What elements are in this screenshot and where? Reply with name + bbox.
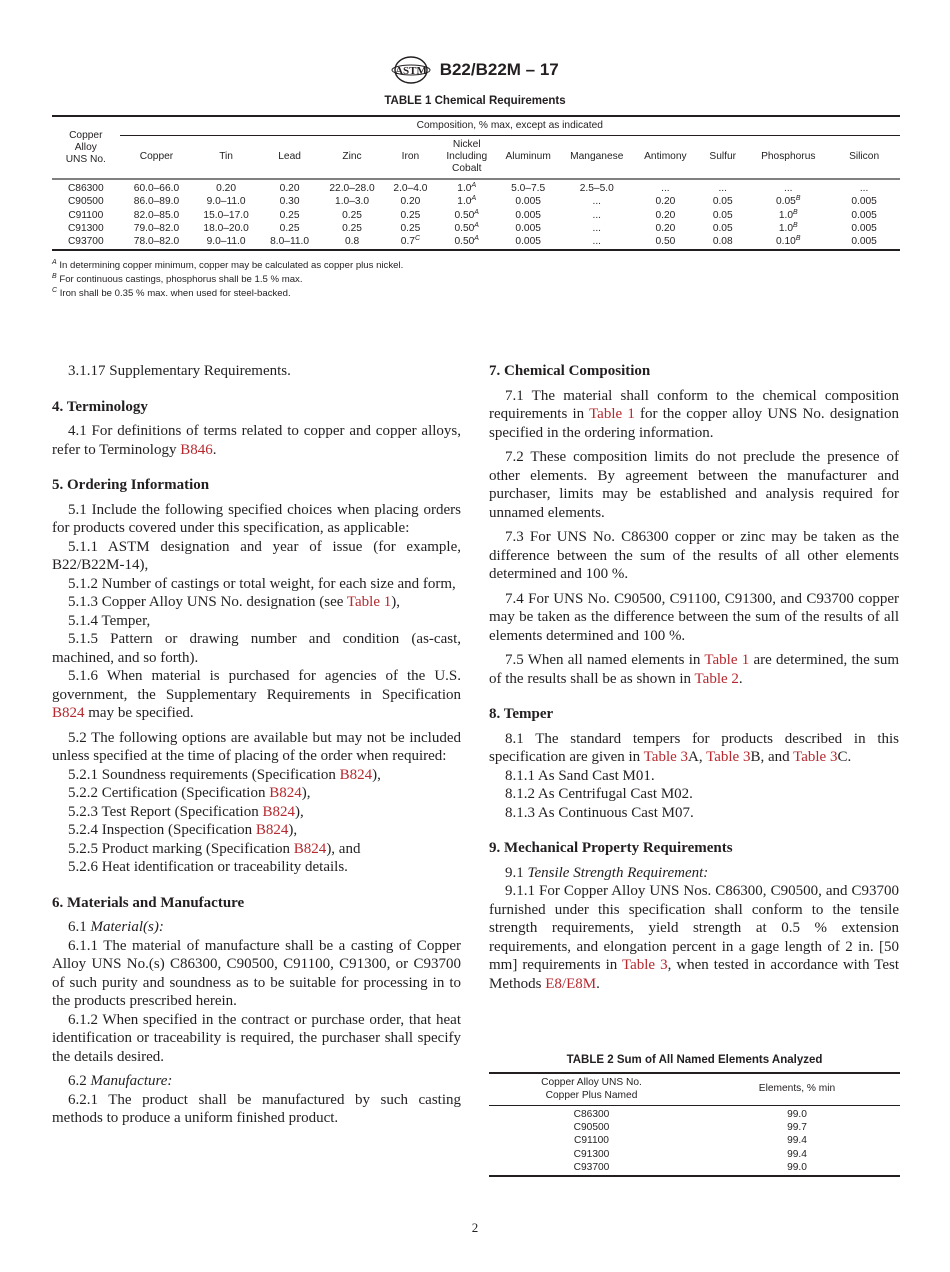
paragraph: 6.2.1 The product shall be manufactured by such casting methods to produce a uniform finished product. — [52, 1091, 461, 1126]
col-header: Elements, % min — [694, 1073, 900, 1106]
table-row — [52, 222, 900, 235]
cell-uns: C90500 — [67, 196, 104, 208]
paragraph: 5.1 Include the following specified choices when placing orders for products covered under this specification, as applicable: — [52, 501, 461, 536]
link-b824[interactable]: B824 — [262, 803, 295, 820]
cell-zinc: 0.25 — [342, 209, 362, 221]
paragraph: 8.1.2 As Centrifugal Cast M02. — [505, 786, 693, 802]
paragraph: 7.5 When all named elements in Table 1 are determined, the sum of the results shall be as shown in Table 2. — [489, 652, 900, 687]
paragraph: 5.1.2 Number of castings or total weight, for each size and form, — [68, 575, 456, 592]
table2-caption: TABLE 2 Sum of All Named Elements Analyzed — [566, 1054, 823, 1066]
col-header: Copper — [120, 136, 194, 180]
cell-aluminum: 0.005 — [515, 196, 541, 208]
paragraph: 6.1 Material(s): — [68, 919, 164, 935]
row-header: Copper Alloy UNS No. — [52, 116, 120, 179]
cell-tin: 9.0–11.0 — [206, 196, 246, 208]
cell-nickel: $1.0^A$ — [457, 182, 477, 194]
cell-uns: C86300 — [67, 183, 104, 194]
svg-text:ASTM: ASTM — [395, 65, 428, 77]
cell-silicon: 0.005 — [851, 196, 877, 208]
paragraph: 8.1.3 As Continuous Cast M07. — [505, 804, 694, 821]
paragraph: 7.4 For UNS No. C90500, C91100, C91300, and C93700 copper may be taken as the difference between the sum of the results of all elements determined and 100 %. — [489, 590, 899, 644]
col-header: Antimony — [634, 136, 697, 180]
page-header — [0, 55, 950, 85]
paragraph: 6.1.2 When specified in the contract or purchase order, that heat identification or traceability is required, the purchaser shall specify the details desired. — [52, 1011, 461, 1065]
cell-manganese: ... — [592, 209, 602, 221]
col-header: Manganese — [560, 136, 634, 180]
link-table-1[interactable]: Table 1 — [704, 652, 750, 668]
paragraph: 7.1 The material shall conform to the chemical composition requirements in Table 1 for the copper alloy UNS No. designation specified in the ordering information. — [489, 387, 899, 441]
cell-copper: 82.0–85.0 — [133, 209, 180, 221]
paragraph: 5.1.4 Temper, — [68, 612, 151, 629]
cell-antimony: ... — [661, 183, 670, 194]
paragraph: 5.1.3 Copper Alloy UNS No. designation (see Table 1), — [68, 594, 400, 610]
section-heading: 4. Terminology — [52, 398, 148, 415]
link-b824[interactable]: B824 — [255, 822, 289, 838]
cell-uns: C93700 — [52, 235, 120, 250]
col-header: Nickel Including Cobalt — [437, 136, 496, 180]
link-table-3[interactable]: Table 3 — [793, 749, 838, 765]
document-designation: B22/B22M – 17 — [439, 60, 559, 79]
cell-lead: 0.20 — [279, 183, 300, 194]
cell-phosphorus: $1.0^B$ — [778, 208, 798, 221]
cell-iron: 0.20 — [400, 196, 421, 208]
paragraph: 7.3 For UNS No. C86300 copper or zinc may be taken as the difference between the sum of the results of all other elements determined and 100 %. — [489, 529, 899, 582]
cell-lead: 0.25 — [279, 209, 300, 221]
footnote: $^C$ Iron shall be 0.35 % max. when used for steel-backed. — [52, 287, 291, 299]
cell-silicon: 0.005 — [851, 222, 877, 234]
link-b824[interactable]: B824 — [52, 705, 85, 721]
table-row: C90500 99.7 — [573, 1122, 807, 1134]
paragraph: 5.2.1 Soundness requirements (Specification B824), — [68, 766, 381, 783]
page-number: 2 — [471, 1220, 479, 1235]
cell-copper: 78.0–82.0 — [120, 235, 194, 250]
cell-iron: $0.7^C$ — [384, 235, 437, 250]
cell-tin: 15.0–17.0 — [203, 209, 249, 221]
link-table-1[interactable]: Table 1 — [346, 594, 392, 610]
table1-caption: TABLE 1 Chemical Requirements — [384, 95, 566, 107]
footnote-marker: B — [795, 195, 801, 203]
footnote-marker: A — [471, 195, 477, 203]
paragraph: 5.1.1 ASTM designation and year of issue (for example, B22/B22M-14), — [52, 538, 461, 573]
footnote-marker: C — [414, 235, 421, 243]
table-row: C86300 99.0 — [573, 1109, 807, 1120]
cell-silicon: ... — [859, 183, 869, 194]
cell-manganese: ... — [592, 196, 602, 208]
paragraph: 7.2 These composition limits do not preclude the presence of other elements. By agreement between the manufacturer and purchaser, limits may be established and analysis required for unnamed elements. — [489, 449, 899, 521]
link-table-1[interactable]: Table 1 — [589, 406, 635, 422]
cell-copper: 79.0–82.0 — [133, 222, 180, 234]
cell-uns: C91100 — [68, 209, 104, 221]
section-heading: 7. Chemical Composition — [489, 363, 651, 379]
section-heading: 8. Temper — [489, 706, 554, 722]
cell-silicon: 0.005 — [828, 235, 900, 250]
link-b824[interactable]: B824 — [293, 840, 327, 857]
cell-nickel: $0.50^A$ — [437, 235, 496, 250]
section-heading: 6. Materials and Manufacture — [52, 894, 245, 911]
cell-phosphorus: ... — [784, 183, 793, 194]
table-row: C91100 99.4 — [574, 1135, 807, 1147]
footnote-marker: A — [474, 235, 479, 243]
cell-sulfur: 0.08 — [697, 235, 748, 250]
col-header: Tin — [193, 136, 259, 180]
cell-tin: 9.0–11.0 — [193, 235, 259, 250]
col-header: Phosphorus — [748, 136, 828, 180]
link-b846[interactable]: B846 — [180, 441, 213, 458]
table-row: C91300 99.4 — [573, 1148, 807, 1160]
composition-group-header: Composition, % max, except as indicated — [120, 116, 900, 136]
section-heading: 5. Ordering Information — [52, 477, 210, 493]
table1-chemical-requirements — [52, 115, 900, 251]
cell-iron: 0.25 — [400, 222, 421, 234]
cell-nickel: $1.0^A$ — [457, 195, 477, 208]
paragraph: 9.1 Tensile Strength Requirement: — [505, 864, 709, 881]
footnote-marker: A — [474, 208, 479, 216]
cell-lead: 0.25 — [279, 222, 300, 234]
cell-tin: 18.0–20.0 — [203, 222, 249, 234]
link-table-3[interactable]: Table 3 — [706, 749, 751, 765]
paragraph: 6.1.1 The material of manufacture shall be a casting of Copper Alloy UNS No.(s) C86300, C90500, C91100, C91300, or C93700 of such purity and soundness as to be suitable for processing in to the products prescribed herein. — [52, 937, 461, 1009]
cell-sulfur: ... — [718, 183, 727, 194]
col-header: Silicon — [828, 136, 900, 180]
cell-uns: C91300 — [67, 222, 104, 234]
cell-phosphorus: $0.05^B$ — [776, 195, 801, 208]
cell-aluminum: 0.005 — [515, 209, 541, 221]
footnote: $^B$ For continuous castings, phosphorus shall be 1.5 % max. — [52, 273, 303, 285]
cell-silicon: 0.005 — [851, 209, 877, 221]
astm-logo-icon — [391, 55, 431, 85]
col-header: Sulfur — [697, 136, 748, 180]
cell-manganese: ... — [560, 235, 634, 250]
cell-aluminum: 0.005 — [515, 222, 541, 234]
cell-antimony: 0.20 — [655, 222, 676, 234]
cell-copper: 60.0–66.0 — [133, 183, 180, 194]
paragraph: 3.1.17 Supplementary Requirements. — [68, 363, 291, 379]
cell-sulfur: 0.05 — [712, 196, 733, 208]
cell-antimony: 0.50 — [634, 235, 697, 250]
cell-sulfur: 0.05 — [712, 209, 733, 221]
footnote-marker: A — [474, 221, 479, 229]
cell-tin: 0.20 — [216, 183, 236, 194]
table-row — [52, 209, 900, 222]
paragraph: 8.1 The standard tempers for products described in this specification are given in Table 3A, Table 3B, and Table 3C. — [489, 730, 899, 765]
col-header: Iron — [384, 136, 437, 180]
cell-nickel: $0.50^A$ — [454, 221, 479, 234]
paragraph: 5.2.2 Certification (Specification B824), — [68, 785, 311, 801]
cell-zinc: 0.8 — [320, 235, 383, 250]
cell-iron: 0.25 — [400, 209, 421, 221]
footnote-marker: A — [471, 182, 477, 189]
cell-phosphorus: $1.0^B$ — [778, 221, 798, 234]
paragraph: 5.2.4 Inspection (Specification B824), — [68, 822, 298, 838]
footnote: $^A$ In determining copper minimum, copper may be calculated as copper plus nickel. — [52, 259, 404, 271]
cell-nickel: $0.50^A$ — [454, 208, 479, 221]
cell-phosphorus: $0.10^B$ — [748, 235, 828, 250]
paragraph: 4.1 For definitions of terms related to copper and copper alloys, refer to Terminology B846. — [52, 423, 461, 458]
table-row — [52, 179, 900, 195]
paragraph: 5.1.5 Pattern or drawing number and condition (as-cast, machined, and so forth). — [52, 631, 461, 666]
col-header: Aluminum — [496, 136, 559, 180]
cell-aluminum: 5.0–7.5 — [511, 183, 546, 194]
link-b824[interactable]: B824 — [269, 785, 302, 801]
link-table-2[interactable]: Table 2 — [694, 670, 739, 687]
cell-copper: 86.0–89.0 — [133, 196, 180, 208]
table2-sum-named-elements — [489, 1072, 900, 1177]
cell-aluminum: 0.005 — [496, 235, 559, 250]
link-e8-e8m[interactable]: E8/E8M — [545, 975, 597, 992]
cell-lead: 8.0–11.0 — [259, 235, 320, 250]
paragraph: 5.2.3 Test Report (Specification B824), — [68, 803, 304, 820]
paragraph: 8.1.1 As Sand Cast M01. — [505, 767, 655, 784]
cell-zinc: 1.0–3.0 — [335, 196, 370, 208]
cell-lead: 0.30 — [279, 196, 300, 208]
cell-iron: 2.0–4.0 — [393, 183, 428, 194]
cell-zinc: 22.0–28.0 — [329, 183, 375, 194]
footnote-marker: B — [795, 235, 801, 243]
table-row — [52, 195, 900, 208]
paragraph: 5.2 The following options are available but may not be included unless specified at the time of placing of the order when required: — [52, 729, 461, 764]
right-column — [489, 362, 899, 993]
paragraph: 6.2 Manufacture: — [68, 1073, 173, 1089]
table-row — [52, 235, 900, 250]
cell-sulfur: 0.05 — [712, 222, 733, 234]
col-header: Copper Alloy UNS No. Copper Plus Named — [489, 1073, 694, 1106]
paragraph: 9.1.1 For Copper Alloy UNS Nos. C86300, C90500, and C93700 furnished under this specification shall conform to the tensile strength requirements, yield strength at 0.5 % extension requirements, and elongation percent in a gage length of 2 in. [50 mm] requirements in Table 3, when tested in accordance with Test Methods E8/E8M. — [489, 883, 899, 992]
cell-antimony: 0.20 — [655, 196, 676, 208]
footnote-marker: B — [793, 221, 798, 229]
left-column — [52, 362, 461, 1128]
cell-manganese: 2.5–5.0 — [579, 183, 614, 194]
footnote-marker: B — [793, 208, 798, 216]
link-table-3[interactable]: Table 3 — [621, 957, 668, 973]
col-header: Lead — [259, 136, 320, 180]
link-b824[interactable]: B824 — [339, 766, 373, 783]
paragraph: 5.2.6 Heat identification or traceability details. — [68, 859, 348, 875]
paragraph: 5.2.5 Product marking (Specification B824), and — [68, 840, 361, 857]
cell-manganese: ... — [592, 222, 602, 234]
col-header: Zinc — [320, 136, 383, 180]
section-heading: 9. Mechanical Property Requirements — [489, 840, 733, 856]
table-row: C93700 99.0 — [489, 1161, 900, 1176]
paragraph: 5.1.6 When material is purchased for agencies of the U.S. government, the Supplementary Requirements in Specification B824 may be specified. — [52, 668, 461, 721]
table1-footnotes — [52, 259, 403, 301]
link-table-3[interactable]: Table 3 — [643, 749, 689, 765]
cell-antimony: 0.20 — [655, 209, 676, 221]
cell-zinc: 0.25 — [342, 222, 362, 234]
